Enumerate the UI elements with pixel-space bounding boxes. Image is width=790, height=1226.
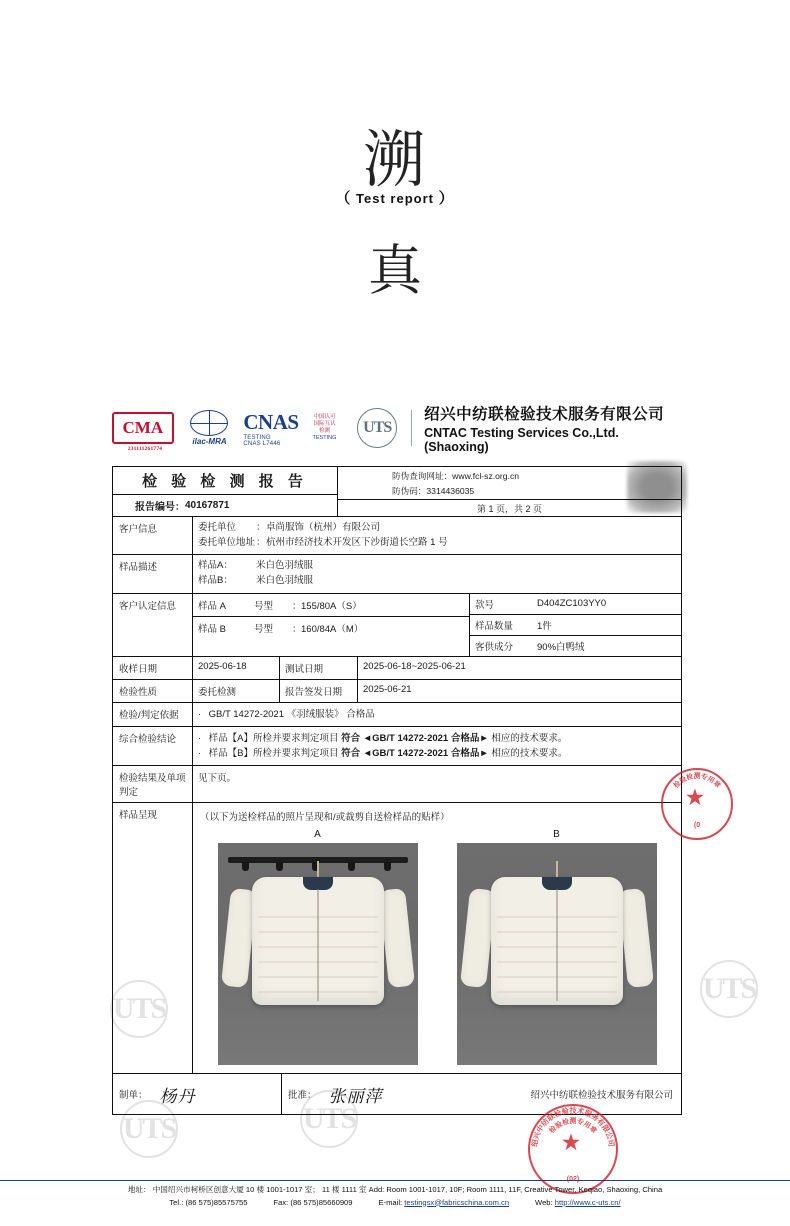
conclusion-b-verdict: 符合 ◄GB/T 14272-2021 合格品► (341, 748, 489, 760)
style-no-value: D404ZC103YY0 (537, 598, 607, 610)
client-address-line (198, 536, 676, 551)
watermark-uts-3: UTS (700, 960, 758, 1018)
client-address-key: 委托单位地址 (198, 536, 256, 548)
page-footer (0, 1180, 790, 1209)
verify-site-value: www.fcl-sz.org.cn (452, 471, 520, 481)
footer-tel (169, 1197, 247, 1210)
client-confirmation-right (469, 594, 681, 656)
conclusion-a-suffix: 相应的技术要求。 (491, 733, 568, 745)
sample-a-key: 样品 A (198, 600, 226, 612)
composition-key: 客供成分 (475, 641, 514, 653)
footer-fax (274, 1197, 353, 1210)
colon-2: ： (256, 536, 266, 548)
label-receive-date: 收样日期 (113, 657, 193, 679)
cnas-cn-line1: 中国认可 (313, 414, 336, 421)
page-count: 第 1 页，共 2 页 (338, 499, 681, 516)
watermark-uts-2: UTS (300, 1090, 358, 1148)
sample-b-size-value: 160/84A（M） (301, 623, 364, 635)
value-test-date: 2025-06-18~2025-06-21 (363, 660, 466, 672)
footer-web (535, 1197, 621, 1210)
client-confirmation-left (193, 594, 469, 656)
row-dates (113, 657, 681, 680)
sample-qty-key: 样品数量 (475, 620, 514, 632)
report-number-value: 40167871 (185, 500, 230, 511)
inspection-seal-big: 绍兴中纺联检验技术服务有限公司 检验检测专用章 ★ (02) (528, 1104, 618, 1194)
jacket-sleeve-right (378, 888, 414, 988)
signature-company-line: 绍兴中纺联检验技术服务有限公司 (530, 1090, 673, 1102)
value-inspect-type: 委托检测 (193, 680, 280, 702)
row-inspect-type (113, 680, 681, 703)
label-results: 检验结果及单项判定 (113, 766, 193, 802)
photo-label-a: A (314, 829, 321, 841)
footer-contact-line (0, 1197, 790, 1210)
label-issue-date: 报告签发日期 (280, 680, 358, 702)
uts-logo-icon (355, 408, 399, 448)
row-sample-description (113, 555, 681, 593)
sample-photos (198, 843, 676, 1065)
seal-big-inner-text: 检验检测专用章 (548, 1118, 598, 1135)
footer-email-link[interactable]: testingsx@fabricschina.com.cn (404, 1197, 510, 1207)
conclusion-a-verdict: 符合 ◄GB/T 14272-2021 合格品► (341, 733, 489, 745)
cnas-logo-chinese-block (304, 414, 346, 442)
value-criteria (193, 703, 681, 726)
approved-by-cell (282, 1082, 492, 1107)
bullet-icon-2: · (198, 733, 202, 745)
composition-value: 90%白鸭绒 (537, 641, 585, 653)
label-sample-presentation: 样品呈现 (113, 803, 193, 1073)
client-company-value: 卓尚服饰（杭州）有限公司 (266, 522, 381, 533)
prepared-by-signature: 杨丹 (159, 1086, 196, 1107)
row-sample-presentation (113, 803, 681, 1074)
label-client-info: 客户信息 (113, 517, 193, 554)
footer-tel-value: (86 575)85575755 (185, 1197, 248, 1207)
value-receive-date: 2025-06-18 (193, 657, 280, 679)
colon-3: ： (292, 600, 302, 612)
sample-b-key: 样品 B (198, 623, 226, 635)
row-conclusion (113, 727, 681, 766)
jacket-sleeve-right-2 (617, 888, 653, 988)
sample-a-desc-line (198, 559, 676, 574)
report-number-line (113, 495, 337, 516)
hero-subtitle-open-paren: （ (335, 190, 352, 207)
approved-by-signature: 张丽萍 (328, 1086, 383, 1107)
footer-email-label: E-mail: (378, 1197, 403, 1207)
uts-logo-text: UTS (357, 408, 397, 448)
down-jacket-front-view (252, 877, 384, 1005)
sample-photo-a (218, 843, 418, 1065)
sample-photo-b (457, 843, 657, 1065)
label-inspect-type: 检验性质 (113, 680, 193, 702)
label-criteria: 检验/判定依据 (113, 703, 193, 726)
bullet-icon-1: · (198, 708, 202, 720)
cnas-cn-line2: 国际互认 (313, 421, 336, 428)
cnas-logo-sub-line2: CNAS L7446 (243, 440, 281, 447)
cma-logo-number: 231111261774 (127, 446, 163, 452)
prepared-by-label: 制单： (119, 1090, 148, 1102)
cnas-cn-line3: 检测 (318, 428, 330, 434)
sample-b-desc-value: 米白色羽绒服 (256, 575, 314, 587)
quilting-pattern-2 (497, 903, 617, 999)
approved-by-label: 批准： (288, 1090, 317, 1102)
hero-character-2: 真 (368, 239, 422, 302)
sample-a-size-row (193, 594, 469, 617)
seal-small-number: (0 (693, 822, 701, 829)
footer-email (379, 1197, 510, 1210)
globe-icon (190, 410, 228, 436)
cnas-cn-line4: TESTING (312, 434, 337, 441)
sample-presentation-note: （以下为送检样品的照片呈现和/或裁剪自送检样品的贴样） (200, 812, 450, 824)
report-header-row (113, 467, 681, 517)
seal-big-number: (02) (566, 1176, 580, 1183)
client-address-value: 杭州市经济技术开发区下沙街道长空路 1 号 (266, 536, 448, 548)
down-jacket-front-view-2 (491, 877, 623, 1005)
accreditation-logo-row (112, 404, 682, 452)
footer-address-en: Add: Room 1001-1017, 10F; Room 1111, 11F, Creative Tower, Keqiao, Shaoxing, China (368, 1185, 663, 1194)
sample-a-desc-value: 米白色羽绒服 (256, 560, 314, 572)
hero-subtitle-close-paren: ） (438, 190, 455, 207)
report-number-label: 报告编号： (135, 502, 185, 513)
sample-b-size-row (193, 617, 469, 639)
cnas-logo-text: CNAS (243, 409, 299, 434)
sample-b-desc-key: 样品B： (198, 575, 233, 587)
conclusion-line-a (198, 731, 676, 746)
cnas-logo-icon (243, 410, 298, 447)
label-test-date: 测试日期 (280, 657, 358, 679)
company-name-block (424, 402, 682, 454)
sample-photo-labels (198, 829, 676, 840)
cnas-logo-sub-line1: TESTING (243, 434, 271, 441)
label-conclusion: 综合检验结论 (113, 727, 193, 765)
seal-big-outer-text: 绍兴中纺联检验技术服务有限公司 (530, 1106, 616, 1148)
document-hero (0, 0, 790, 400)
ilac-mra-logo-icon (182, 410, 238, 446)
verify-code-value: 3314436035 (426, 486, 475, 496)
inspection-seal-small: 检验检测专用章 ★ (0 (661, 768, 733, 840)
footer-web-link[interactable]: http://www.c-uts.cn/ (554, 1197, 621, 1207)
hero-character-1: 溯 (362, 123, 427, 196)
composition-row (470, 636, 681, 656)
row-client-confirmation (113, 594, 681, 657)
footer-address-line (0, 1184, 790, 1197)
footer-address-label: 地址： (127, 1185, 151, 1194)
hero-subtitle-text: Test report (356, 191, 434, 206)
sample-a-size-value: 155/80A（S） (301, 600, 362, 612)
value-sample-description (193, 555, 681, 592)
verify-code-line (338, 483, 681, 499)
watermark-uts-4: UTS (120, 1100, 178, 1158)
style-no-key: 款号 (475, 599, 495, 611)
footer-fax-label: Fax: (273, 1197, 289, 1207)
sample-photos-area (193, 803, 681, 1073)
footer-address-cn: 中国绍兴市柯桥区创意大厦 10 楼 1001-1017 室； 11 楼 1111 室 (152, 1185, 367, 1194)
report-table (112, 466, 682, 1115)
value-client-info (193, 517, 681, 554)
page-title: 检 验 检 测 报 告 (113, 467, 337, 495)
footer-tel-label: Tel.: (169, 1197, 184, 1207)
footer-web-label: Web: (535, 1197, 553, 1207)
seal-small-text: 检验检测专用章 (672, 773, 722, 790)
photo-label-b: B (553, 829, 560, 841)
row-client-info (113, 517, 681, 555)
conclusion-b-suffix: 相应的技术要求。 (491, 748, 568, 760)
sample-qty-row (470, 615, 681, 636)
verify-site-label: 防伪查询网址： (392, 471, 453, 481)
client-confirmation-body (193, 594, 681, 656)
prepared-by-cell (113, 1082, 281, 1107)
hero-subtitle (0, 187, 790, 208)
footer-fax-value: (86 575)85660909 (290, 1197, 353, 1207)
company-name-cn: 绍兴中纺联检验技术服务有限公司 (424, 406, 665, 423)
sample-qty-value: 1件 (537, 620, 552, 632)
sample-b-size-key: 号型 (254, 623, 274, 635)
cma-logo-text: CMA (122, 418, 164, 437)
value-issue-date: 2025-06-21 (363, 683, 412, 695)
verify-site-line (338, 467, 681, 483)
style-no-row (470, 594, 681, 615)
criteria-value: GB/T 14272-2021 《羽绒服装》 合格品 (208, 708, 375, 720)
sample-a-desc-key: 样品A： (198, 560, 233, 572)
bullet-icon-3: · (198, 748, 202, 760)
logo-divider (411, 410, 412, 446)
ilac-mra-logo-text: ilac-MRA (192, 437, 227, 446)
company-name-en: CNTAC Testing Services Co.,Ltd.(Shaoxing) (424, 426, 619, 454)
verify-code-label: 防伪码： (392, 486, 427, 496)
label-client-confirmation: 客户认定信息 (113, 594, 193, 656)
sample-b-desc-line (198, 574, 676, 589)
client-company-key: 委托单位 (198, 522, 237, 533)
conclusion-a-prefix: 样品【A】所检并要求判定项目 (208, 733, 342, 745)
value-conclusion (193, 727, 681, 765)
colon-1: ： (256, 522, 266, 533)
client-company-line (198, 521, 676, 536)
label-sample-description: 样品描述 (113, 555, 193, 592)
report-header-right (338, 467, 681, 516)
colon-4: ： (292, 623, 302, 635)
report-header-left (113, 467, 338, 516)
row-results (113, 766, 681, 803)
sample-a-size-key: 号型 (254, 600, 274, 612)
row-criteria (113, 703, 681, 727)
watermark-uts-1: UTS (110, 980, 168, 1038)
value-results: 见下页。 (198, 773, 237, 785)
conclusion-line-b (198, 746, 676, 761)
quilting-pattern (258, 903, 378, 999)
conclusion-b-prefix: 样品【B】所检并要求判定项目 (208, 748, 342, 760)
cma-logo-icon (112, 412, 174, 452)
